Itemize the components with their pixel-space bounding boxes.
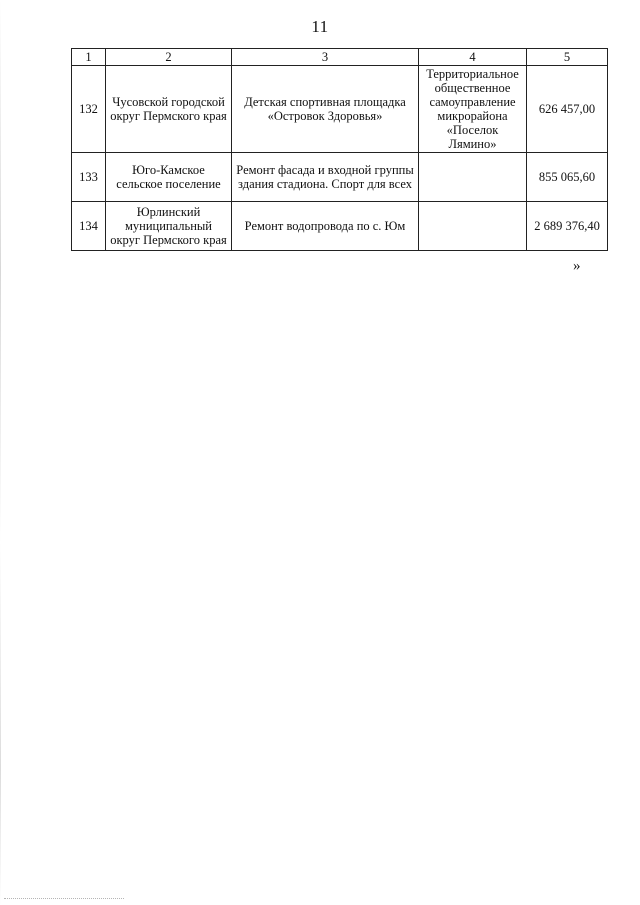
initiator-cell [419,153,527,202]
column-header-4: 4 [419,49,527,66]
row-number: 134 [72,202,106,251]
column-header-1: 1 [72,49,106,66]
data-table [71,48,608,251]
table-header-row [72,49,608,66]
closing-quote: » [573,258,581,274]
sum-cell: 626 457,00 [527,66,608,153]
municipality-cell: Юрлинский муниципальный округ Пермского края [106,202,232,251]
municipality-cell: Юго-Камское сельское поселение [106,153,232,202]
scan-bottom-mark [4,898,124,901]
table-row [72,202,608,251]
table-row [72,153,608,202]
project-cell: Ремонт фасада и входной группы здания стадиона. Спорт для всех [232,153,419,202]
page-number: 11 [311,17,329,36]
column-header-2: 2 [106,49,232,66]
column-header-5: 5 [527,49,608,66]
row-number: 133 [72,153,106,202]
initiator-cell [419,202,527,251]
municipality-cell: Чусовской городской округ Пермского края [106,66,232,153]
initiator-cell: Территориальное общественное самоуправление микрорайона «Поселок Лямино» [419,66,527,153]
row-number: 132 [72,66,106,153]
project-cell: Ремонт водопровода по с. Юм [232,202,419,251]
sum-cell: 855 065,60 [527,153,608,202]
sum-cell: 2 689 376,40 [527,202,608,251]
table-row [72,66,608,153]
project-cell: Детская спортивная площадка «Островок Здоровья» [232,66,419,153]
scan-edge-mark [0,0,1,905]
column-header-3: 3 [232,49,419,66]
